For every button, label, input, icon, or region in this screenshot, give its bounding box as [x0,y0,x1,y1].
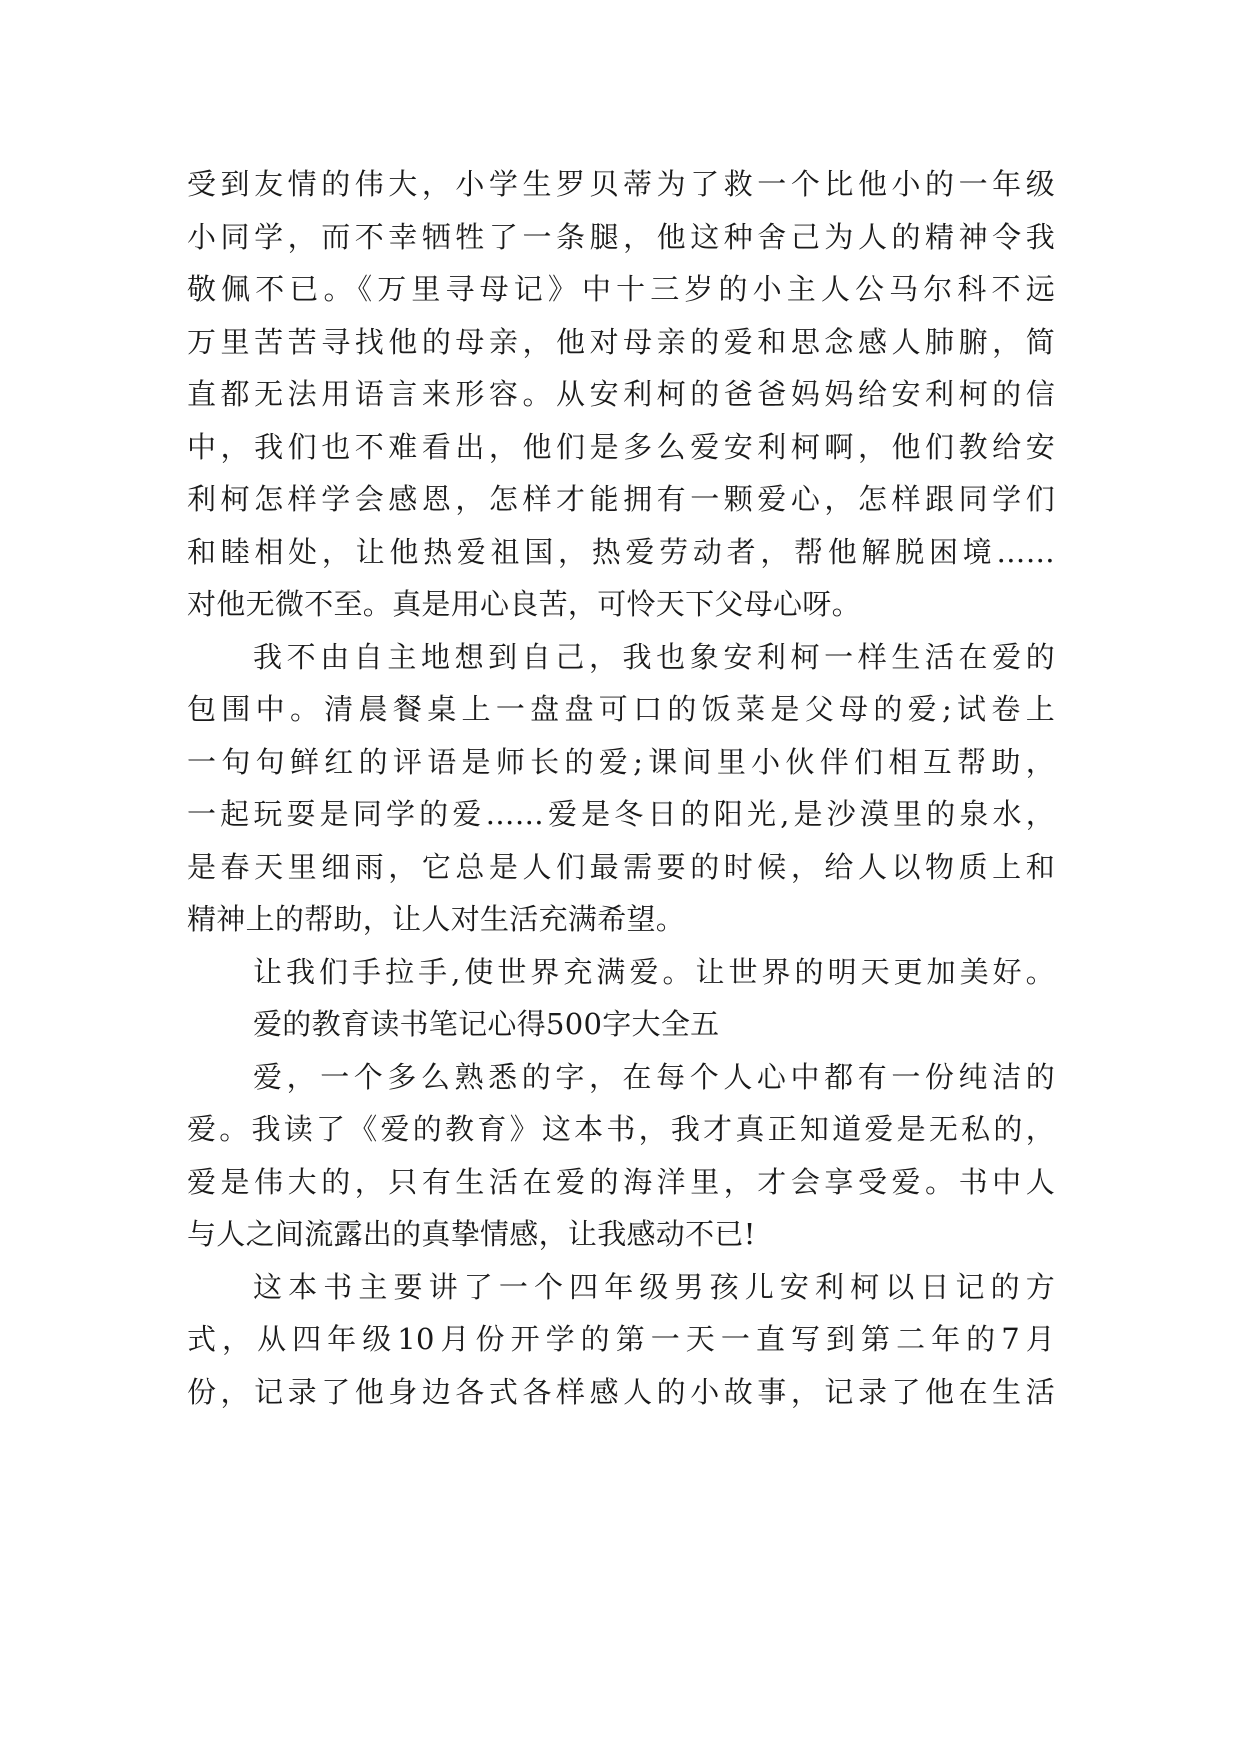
text-line: 中，我们也不难看出，他们是多么爱安利柯啊，他们教给安 [187,429,1055,464]
text-line: 式，从四年级10月份开学的第一天一直写到第二年的7月 [187,1322,1055,1356]
text-line: 爱，一个多么熟悉的字，在每个人心中都有一份纯洁的 [253,1059,1055,1094]
text-line: 和睦相处，让他热爱祖国，热爱劳动者，帮他解脱困境…… [187,534,1055,569]
text-line: 让我们手拉手,使世界充满爱。让世界的明天更加美好。 [253,954,1055,989]
text-line: 直都无法用语言来形容。从安利柯的爸爸妈妈给安利柯的信 [187,377,1055,411]
text-line: 万里苦苦寻找他的母亲，他对母亲的爱和思念感人肺腑，简 [187,324,1055,359]
text-line: 包围中。清晨餐桌上一盘盘可口的饭菜是父母的爱;试卷上 [187,692,1055,726]
body-text [187,158,1055,1418]
text-line: 份，记录了他身边各式各样感人的小故事，记录了他在生活 [187,1374,1055,1409]
text-line: 爱的教育读书笔记心得500字大全五 [253,1007,720,1041]
text-line: 受到友情的伟大，小学生罗贝蒂为了救一个比他小的一年级 [187,167,1055,201]
text-line: 一起玩耍是同学的爱……爱是冬日的阳光,是沙漠里的泉水， [187,797,1055,831]
text-line: 与人之间流露出的真挚情感，让我感动不已! [187,1217,756,1251]
text-line: 一句句鲜红的评语是师长的爱;课间里小伙伴们相互帮助， [187,744,1055,779]
text-line: 对他无微不至。真是用心良苦，可怜天下父母心呀。 [187,587,861,621]
text-line: 是春天里细雨，它总是人们最需要的时候，给人以物质上和 [187,849,1055,884]
text-line: 利柯怎样学会感恩，怎样才能拥有一颗爱心，怎样跟同学们 [187,482,1055,516]
text-line: 这本书主要讲了一个四年级男孩儿安利柯以日记的方 [253,1269,1055,1304]
text-line: 爱是伟大的，只有生活在爱的海洋里，才会享受爱。书中人 [187,1164,1055,1199]
text-line: 我不由自主地想到自己，我也象安利柯一样生活在爱的 [253,639,1055,674]
text-line: 小同学，而不幸牺牲了一条腿，他这种舍己为人的精神令我 [187,219,1055,254]
text-line: 敬佩不已。《万里寻母记》中十三岁的小主人公马尔科不远 [187,272,1055,306]
text-line: 精神上的帮助，让人对生活充满希望。 [187,902,686,936]
text-line: 爱。我读了《爱的教育》这本书，我才真正知道爱是无私的， [187,1112,1055,1146]
